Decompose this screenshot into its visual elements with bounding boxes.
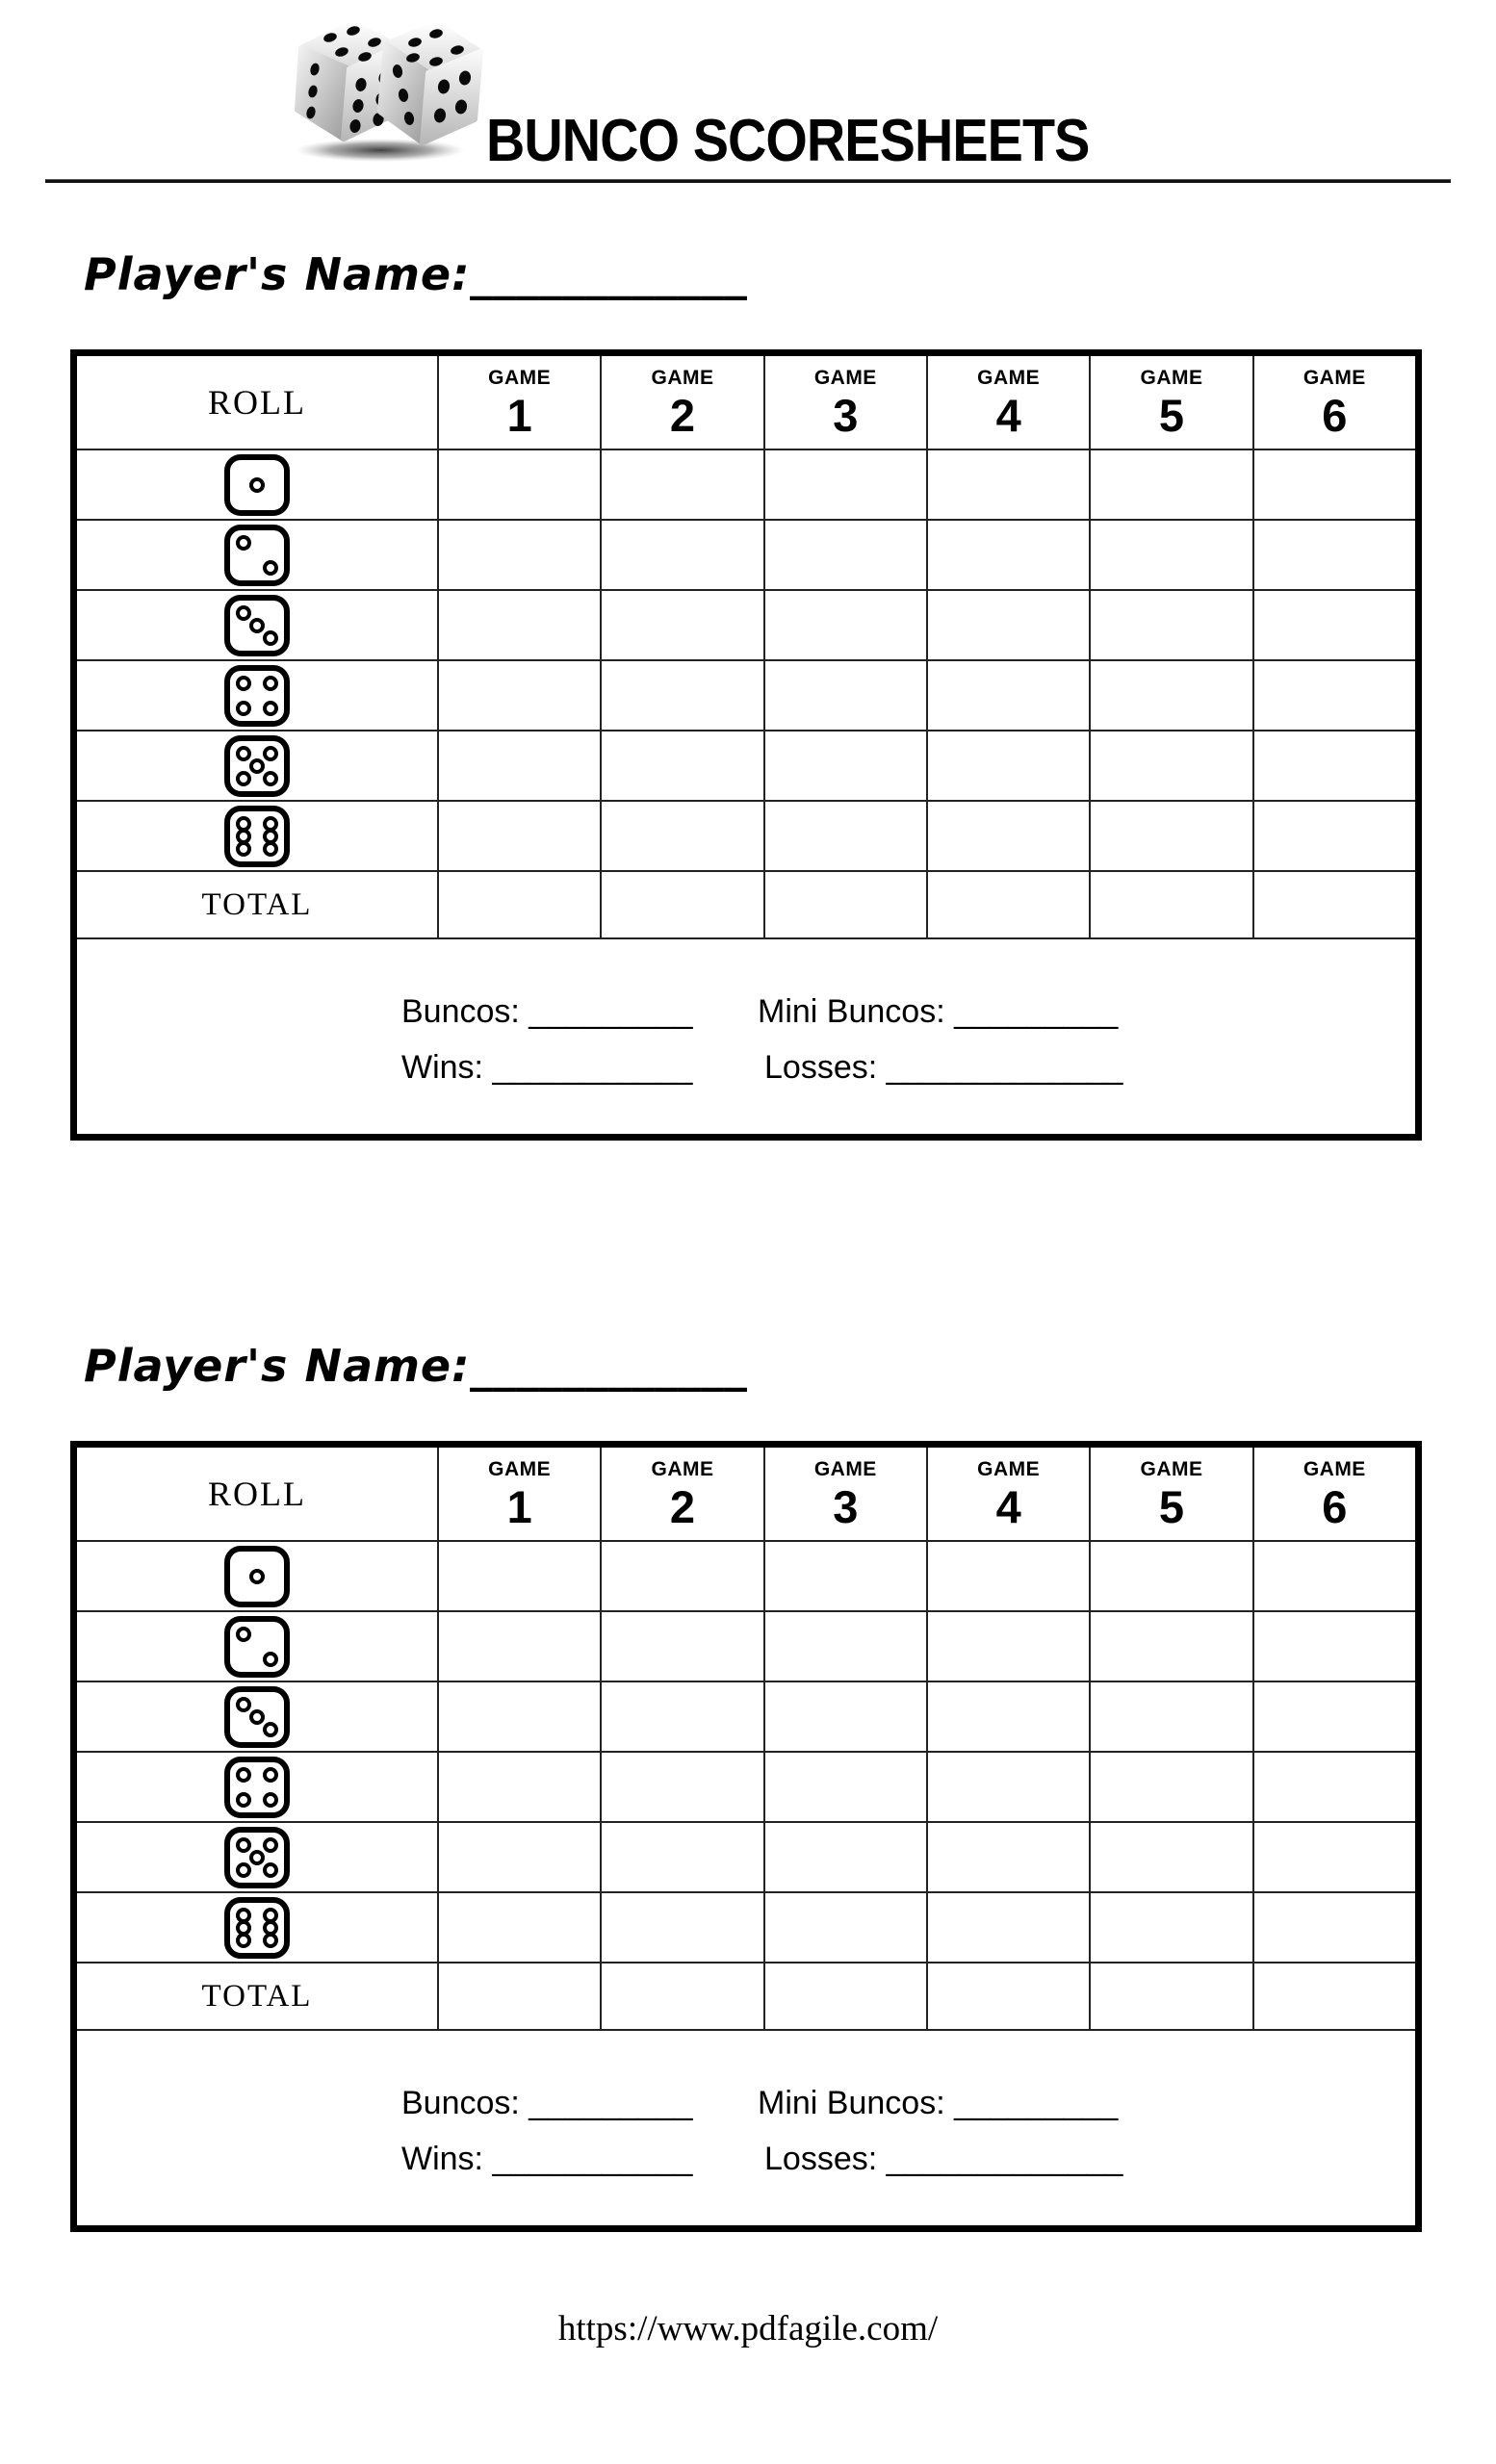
score-cell xyxy=(1252,1891,1415,1962)
score-cell xyxy=(926,1540,1089,1610)
score-cell xyxy=(1252,519,1415,589)
score-cell xyxy=(600,519,762,589)
player-name-blank: ____________ xyxy=(470,248,748,300)
die-pip xyxy=(236,841,251,857)
score-cell xyxy=(1089,449,1251,519)
die-5-icon xyxy=(224,1827,290,1888)
score-cell xyxy=(437,730,600,800)
game-3-header-cell xyxy=(763,356,926,449)
roll-row-4-cell xyxy=(77,659,437,730)
die-pip xyxy=(236,1697,251,1712)
game-5-header-cell xyxy=(1089,1448,1251,1540)
score-cell xyxy=(763,1751,926,1821)
game-6-header-cell xyxy=(1252,356,1415,449)
die-6-icon xyxy=(224,1897,290,1959)
total-score-cell xyxy=(600,1962,762,2029)
roll-row-5-cell xyxy=(77,730,437,800)
roll-header-label: ROLL xyxy=(208,1475,306,1513)
score-cell xyxy=(763,659,926,730)
score-cell xyxy=(437,1540,600,1610)
game-number: 2 xyxy=(669,390,696,441)
score-cell xyxy=(600,800,762,870)
game-1-header-cell xyxy=(437,356,600,449)
score-cell xyxy=(437,1751,600,1821)
roll-row-5-cell xyxy=(77,1821,437,1891)
score-cell xyxy=(437,519,600,589)
roll-header-label: ROLL xyxy=(208,383,306,422)
score-cell xyxy=(926,1891,1089,1962)
score-cell xyxy=(1089,730,1251,800)
score-cell xyxy=(1089,589,1251,659)
mini-buncos-blank: _________ xyxy=(944,2085,1119,2121)
score-cell xyxy=(1252,1821,1415,1891)
die-pip xyxy=(236,1792,251,1808)
score-cell xyxy=(437,1891,600,1962)
die-pip xyxy=(236,1862,251,1878)
score-cell xyxy=(600,1821,762,1891)
buncos-tally xyxy=(401,993,693,1031)
player-name-blank: ____________ xyxy=(470,1340,748,1392)
header-divider xyxy=(45,179,1451,183)
total-label: TOTAL xyxy=(201,1978,313,2014)
score-cell xyxy=(600,1891,762,1962)
die-pip xyxy=(236,701,251,716)
game-label: GAME xyxy=(651,367,714,389)
game-label: GAME xyxy=(813,367,877,389)
score-cell xyxy=(926,659,1089,730)
die-pip xyxy=(236,1933,251,1948)
die-pip xyxy=(236,771,251,786)
roll-header-cell xyxy=(77,356,437,449)
die-pip xyxy=(263,676,278,691)
die-pip xyxy=(249,758,265,774)
score-cell xyxy=(763,1610,926,1681)
die-pip xyxy=(236,1767,251,1783)
die-pip xyxy=(263,1652,278,1667)
losses-label: Losses: xyxy=(764,2141,878,2177)
score-cell xyxy=(926,1821,1089,1891)
die-2-icon xyxy=(224,525,290,586)
die-pip xyxy=(236,1627,251,1642)
score-cell xyxy=(763,519,926,589)
die-4-icon xyxy=(224,665,290,727)
score-cell xyxy=(1089,1681,1251,1751)
total-score-cell xyxy=(926,1962,1089,2029)
scoresheet-2 xyxy=(70,1340,1422,2235)
game-number: 1 xyxy=(506,390,532,441)
game-label: GAME xyxy=(1303,1458,1366,1480)
game-2-header-cell xyxy=(600,1448,762,1540)
score-cell xyxy=(437,1821,600,1891)
game-number: 5 xyxy=(1158,390,1185,441)
wins-tally xyxy=(401,1049,692,1087)
losses-tally xyxy=(764,2141,1122,2178)
die-1-icon xyxy=(224,1546,290,1607)
score-table xyxy=(70,349,1422,1141)
score-cell xyxy=(1252,1610,1415,1681)
buncos-blank: _________ xyxy=(519,993,693,1030)
die-pip xyxy=(249,1709,265,1725)
game-label: GAME xyxy=(1303,367,1366,389)
die-pip xyxy=(263,701,278,716)
score-cell xyxy=(926,1610,1089,1681)
score-cell xyxy=(437,1681,600,1751)
die-pip xyxy=(249,618,265,633)
wins-label: Wins: xyxy=(401,2141,483,2177)
footer-url[interactable]: https://www.pdfagile.com/ xyxy=(557,2309,939,2348)
die-6-icon xyxy=(224,806,290,867)
game-label: GAME xyxy=(977,1458,1041,1480)
score-cell xyxy=(1252,730,1415,800)
player-name-label: Player's Name: xyxy=(84,248,471,300)
die-pip xyxy=(263,841,278,857)
tally-section xyxy=(77,2029,1415,2225)
score-cell xyxy=(437,589,600,659)
die-5-icon xyxy=(224,735,290,797)
score-cell xyxy=(1089,1610,1251,1681)
total-score-cell xyxy=(1089,1962,1251,2029)
die-pip xyxy=(263,771,278,786)
score-cell xyxy=(763,1540,926,1610)
die-pip xyxy=(236,535,251,551)
game-number: 4 xyxy=(995,390,1021,441)
die-pip xyxy=(263,1767,278,1783)
score-cell xyxy=(1089,1540,1251,1610)
wins-blank: ___________ xyxy=(483,1049,693,1086)
wins-tally xyxy=(401,2141,692,2178)
die-pip xyxy=(263,560,278,576)
game-6-header-cell xyxy=(1252,1448,1415,1540)
game-label: GAME xyxy=(488,367,552,389)
game-label: GAME xyxy=(1140,367,1203,389)
roll-row-6-cell xyxy=(77,1891,437,1962)
buncos-label: Buncos: xyxy=(401,993,520,1030)
die-pip xyxy=(263,746,278,761)
roll-header-cell xyxy=(77,1448,437,1540)
score-cell xyxy=(1252,449,1415,519)
die-1-icon xyxy=(224,454,290,516)
score-cell xyxy=(1089,800,1251,870)
die-2-icon xyxy=(224,1616,290,1678)
die-pip xyxy=(236,676,251,691)
score-cell xyxy=(926,449,1089,519)
game-number: 3 xyxy=(833,390,859,441)
score-cell xyxy=(1089,1821,1251,1891)
game-4-header-cell xyxy=(926,1448,1089,1540)
losses-blank: _____________ xyxy=(877,1049,1123,1086)
wins-blank: ___________ xyxy=(483,2141,693,2177)
score-cell xyxy=(763,1891,926,1962)
player-name-label: Player's Name: xyxy=(84,1340,471,1392)
game-2-header-cell xyxy=(600,356,762,449)
game-number: 3 xyxy=(833,1481,859,1532)
die-pip xyxy=(263,1792,278,1808)
die-pip xyxy=(263,1837,278,1853)
die-3-icon xyxy=(224,1686,290,1748)
score-cell xyxy=(1089,1751,1251,1821)
losses-tally xyxy=(764,1049,1122,1087)
game-5-header-cell xyxy=(1089,356,1251,449)
game-label: GAME xyxy=(488,1458,552,1480)
total-score-cell xyxy=(1252,870,1415,937)
die-pip xyxy=(236,1837,251,1853)
total-score-cell xyxy=(1252,1962,1415,2029)
score-cell xyxy=(600,730,762,800)
game-number: 5 xyxy=(1158,1481,1185,1532)
score-cell xyxy=(1089,1891,1251,1962)
score-cell xyxy=(437,1610,600,1681)
score-cell xyxy=(1252,1540,1415,1610)
total-header-cell xyxy=(77,870,437,937)
total-score-cell xyxy=(437,1962,600,2029)
score-cell xyxy=(437,659,600,730)
game-number: 2 xyxy=(669,1481,696,1532)
mini-buncos-tally xyxy=(758,993,1118,1031)
score-cell xyxy=(926,589,1089,659)
die-pip xyxy=(263,1862,278,1878)
die-pip xyxy=(263,630,278,646)
roll-row-4-cell xyxy=(77,1751,437,1821)
die-pip xyxy=(263,1722,278,1737)
player-name-line xyxy=(84,248,748,300)
player-name-line xyxy=(84,1340,748,1392)
total-score-cell xyxy=(437,870,600,937)
score-cell xyxy=(763,589,926,659)
score-cell xyxy=(926,730,1089,800)
score-cell xyxy=(926,519,1089,589)
tally-section xyxy=(77,937,1415,1134)
roll-row-6-cell xyxy=(77,800,437,870)
roll-row-1-cell xyxy=(77,449,437,519)
game-label: GAME xyxy=(813,1458,877,1480)
score-grid xyxy=(77,356,1415,937)
roll-row-1-cell xyxy=(77,1540,437,1610)
buncos-label: Buncos: xyxy=(401,2085,520,2121)
score-cell xyxy=(437,800,600,870)
score-cell xyxy=(763,800,926,870)
game-label: GAME xyxy=(651,1458,714,1480)
score-cell xyxy=(1252,800,1415,870)
die-pip xyxy=(236,746,251,761)
total-score-cell xyxy=(763,870,926,937)
score-table xyxy=(70,1441,1422,2232)
score-cell xyxy=(1252,659,1415,730)
score-cell xyxy=(600,1681,762,1751)
die-pip xyxy=(263,1933,278,1948)
roll-row-3-cell xyxy=(77,1681,437,1751)
total-label: TOTAL xyxy=(201,886,313,922)
score-cell xyxy=(1089,659,1251,730)
game-number: 4 xyxy=(995,1481,1021,1532)
die-pip xyxy=(249,1850,265,1865)
score-cell xyxy=(1252,1681,1415,1751)
game-number: 1 xyxy=(506,1481,532,1532)
game-label: GAME xyxy=(977,367,1041,389)
score-cell xyxy=(600,1540,762,1610)
page-title: BUNCO SCORESHEETS xyxy=(486,108,1090,174)
score-cell xyxy=(1252,1751,1415,1821)
score-cell xyxy=(763,1821,926,1891)
total-header-cell xyxy=(77,1962,437,2029)
score-cell xyxy=(763,449,926,519)
game-number: 6 xyxy=(1322,1481,1348,1532)
roll-row-2-cell xyxy=(77,1610,437,1681)
buncos-blank: _________ xyxy=(519,2085,693,2121)
score-cell xyxy=(437,449,600,519)
game-4-header-cell xyxy=(926,356,1089,449)
score-cell xyxy=(600,1610,762,1681)
total-score-cell xyxy=(926,870,1089,937)
total-score-cell xyxy=(1089,870,1251,937)
game-number: 6 xyxy=(1322,390,1348,441)
mini-buncos-label: Mini Buncos: xyxy=(758,993,945,1030)
roll-row-2-cell xyxy=(77,519,437,589)
buncos-tally xyxy=(401,2085,693,2122)
losses-blank: _____________ xyxy=(877,2141,1123,2177)
game-label: GAME xyxy=(1140,1458,1203,1480)
score-cell xyxy=(926,1751,1089,1821)
losses-label: Losses: xyxy=(764,1049,878,1086)
die-pip xyxy=(249,477,265,493)
score-cell xyxy=(600,589,762,659)
die-3-icon xyxy=(224,595,290,656)
score-cell xyxy=(763,730,926,800)
score-grid xyxy=(77,1448,1415,2029)
roll-row-3-cell xyxy=(77,589,437,659)
score-cell xyxy=(926,1681,1089,1751)
game-1-header-cell xyxy=(437,1448,600,1540)
wins-label: Wins: xyxy=(401,1049,483,1086)
score-cell xyxy=(1089,519,1251,589)
game-3-header-cell xyxy=(763,1448,926,1540)
mini-buncos-tally xyxy=(758,2085,1118,2122)
die-pip xyxy=(249,1569,265,1584)
score-cell xyxy=(763,1681,926,1751)
die-pip xyxy=(236,605,251,621)
mini-buncos-label: Mini Buncos: xyxy=(758,2085,945,2121)
dice-logo-icon xyxy=(272,2,484,166)
score-cell xyxy=(1252,589,1415,659)
footer xyxy=(0,2308,1496,2349)
die-4-icon xyxy=(224,1757,290,1818)
scoresheet-1 xyxy=(70,248,1422,1143)
mini-buncos-blank: _________ xyxy=(944,993,1119,1030)
total-score-cell xyxy=(763,1962,926,2029)
score-cell xyxy=(600,659,762,730)
total-score-cell xyxy=(600,870,762,937)
score-cell xyxy=(600,1751,762,1821)
score-cell xyxy=(600,449,762,519)
score-cell xyxy=(926,800,1089,870)
